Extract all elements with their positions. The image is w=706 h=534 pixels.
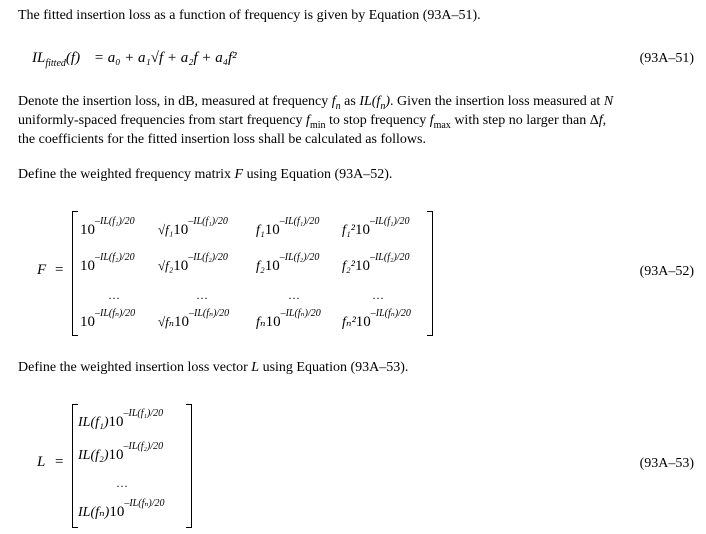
l-r1: $IL(f_1)10^{-IL(f_1)/20}$ bbox=[78, 408, 164, 430]
eq51-fitted-sub: fitted bbox=[45, 58, 66, 69]
p2-ilfn-sub: n bbox=[380, 100, 386, 112]
pf-a: Define the weighted frequency matrix bbox=[18, 167, 235, 182]
f-rnc2: $√f_n10^{-IL(f_n)/20}$ bbox=[158, 308, 230, 330]
l-r2: $IL(f_2)10^{-IL(f_2)/20}$ bbox=[78, 441, 164, 463]
eq53-equals: = bbox=[55, 454, 64, 470]
l-dots: … bbox=[116, 476, 129, 490]
f-rnc1: $10^{-IL(f_n)/20}$ bbox=[80, 308, 136, 330]
eq52-right-bracket bbox=[427, 211, 433, 336]
equation-93a-51 bbox=[32, 50, 237, 67]
f-r2c4: $f_2^210^{-IL(f_2)/20}$ bbox=[342, 252, 410, 274]
paragraph-denote bbox=[18, 92, 613, 149]
p2-line1-a: Denote the insertion loss, in dB, measured at frequency bbox=[18, 94, 332, 109]
l-rn: $IL(f_n)10^{-IL(f_n)/20}$ bbox=[78, 498, 165, 520]
f-r2c3: $f_210^{-IL(f_2)/20}$ bbox=[256, 252, 320, 274]
f-dots-4: … bbox=[372, 288, 385, 302]
f-dots-2: … bbox=[196, 288, 209, 302]
eq52-lhs: F bbox=[37, 262, 47, 278]
p2-line1-b: as bbox=[340, 94, 360, 109]
f-r1c2: $√f_110^{-IL(f_1)/20}$ bbox=[158, 216, 228, 238]
f-rnc3: $f_n10^{-IL(f_n)/20}$ bbox=[256, 308, 321, 330]
eq52-left-bracket bbox=[72, 211, 78, 336]
p2-fmin-sub: min bbox=[309, 119, 326, 131]
p2-line2-b: to stop frequency bbox=[325, 113, 430, 128]
eq52-equals: = bbox=[55, 262, 64, 278]
eq53-right-bracket bbox=[186, 404, 192, 528]
p2-line2-d: , bbox=[602, 113, 607, 128]
eq52-number: (93A–52) bbox=[639, 264, 694, 279]
f-r2c2: $√f_210^{-IL(f_2)/20}$ bbox=[158, 252, 228, 274]
eq53-lhs: L bbox=[37, 454, 46, 470]
p2-fn: f bbox=[331, 94, 336, 109]
eq51-il: IL bbox=[32, 50, 46, 66]
p2-line2-c: with step no larger than Δ bbox=[450, 113, 599, 128]
p2-fmax-sub: max bbox=[433, 119, 451, 131]
f-rnc4: $f_n^210^{-IL(f_n)/20}$ bbox=[342, 308, 411, 330]
intro-text: The fitted insertion loss as a function of frequency is given by Equation (93A–51). bbox=[18, 8, 481, 23]
p2-fmin: f bbox=[306, 113, 310, 128]
paragraph-define-l bbox=[18, 358, 408, 377]
eq51-number: (93A–51) bbox=[639, 51, 694, 66]
p2-ilfn-close: ) bbox=[385, 94, 390, 109]
pl-var: L bbox=[251, 360, 260, 375]
paragraph-define-f bbox=[18, 165, 392, 184]
f-dots-1: … bbox=[108, 288, 121, 302]
p2-n: N bbox=[603, 94, 614, 109]
p2-fn-sub: n bbox=[335, 100, 341, 112]
pf-b: using Equation (93A–52). bbox=[243, 167, 393, 182]
p2-line3: the coefficients for the fitted insertion loss shall be calculated as follows. bbox=[18, 132, 426, 147]
pf-var: F bbox=[234, 167, 244, 182]
f-dots-3: … bbox=[288, 288, 301, 302]
p2-line1-c: . Given the insertion loss measured at bbox=[389, 94, 604, 109]
eq53-number: (93A–53) bbox=[639, 456, 694, 471]
f-r1c1: $10^{-IL(f_1)/20}$ bbox=[80, 216, 135, 238]
eq51-rhs: = a₀ + a₁√f + a₂f + a₄f² bbox=[93, 50, 237, 66]
pl-a: Define the weighted insertion loss vector bbox=[18, 360, 252, 375]
p2-line2-a: uniformly-spaced frequencies from start frequency bbox=[18, 113, 307, 128]
p2-ilfn: IL(f bbox=[359, 94, 381, 109]
p2-fmax: f bbox=[429, 113, 434, 128]
eq51-arg: (f) bbox=[65, 50, 81, 66]
pl-b: using Equation (93A–53). bbox=[259, 360, 409, 375]
f-r2c1: $10^{-IL(f_2)/20}$ bbox=[80, 252, 135, 274]
p2-df: f bbox=[598, 113, 603, 128]
f-r1c4: $f_1^210^{-IL(f_1)/20}$ bbox=[342, 216, 410, 238]
f-r1c3: $f_110^{-IL(f_1)/20}$ bbox=[256, 216, 320, 238]
